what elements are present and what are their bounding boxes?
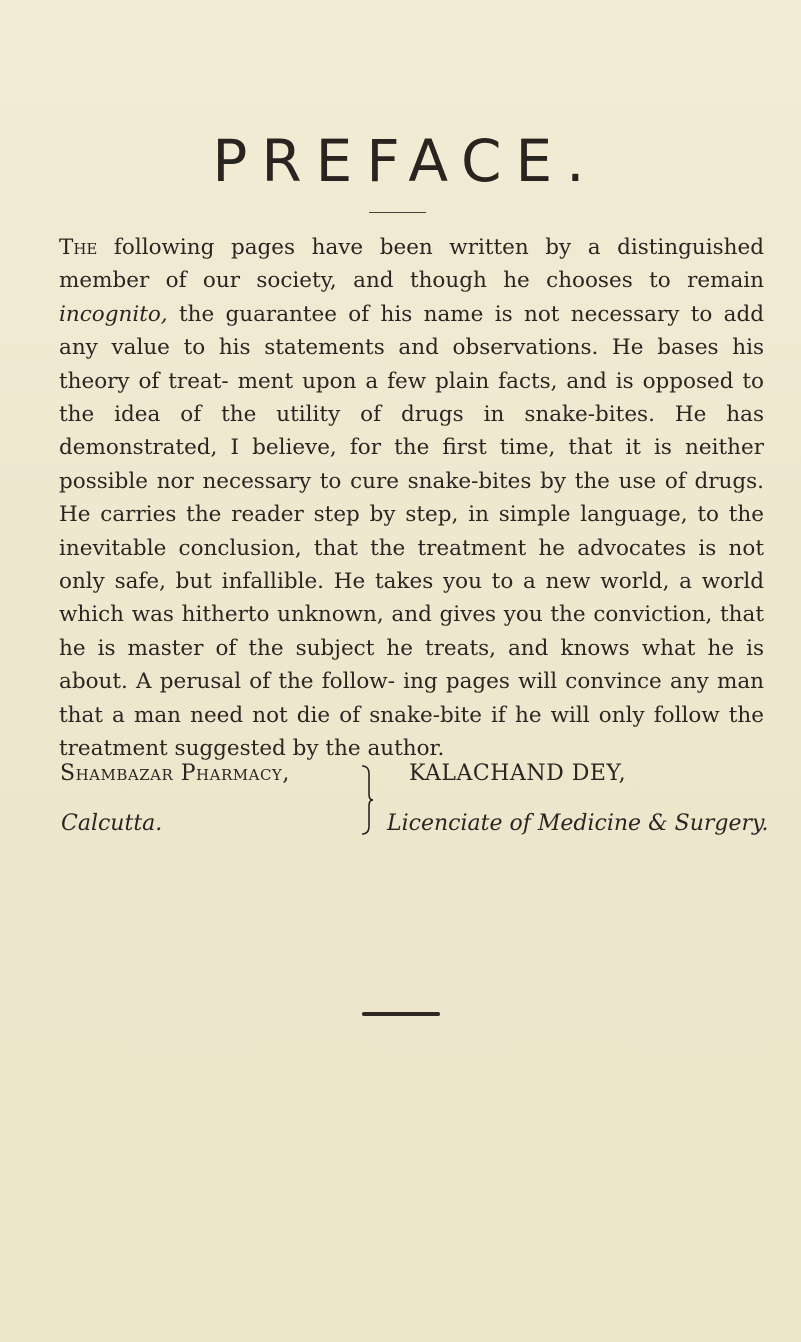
signature-name: KALACHAND DEY, — [409, 761, 627, 786]
page-title: PREFACE. — [212, 127, 599, 195]
paragraph-text-2: the guarantee of his name is not necessary to add any value to his statements and observations. He bases his theory of treat- ment upon a few plain facts, and is opposed to the idea of the utility of drugs in snake-bites. He has demonstrated, I believe, for the first time, that it is neither possible nor necessary to cure snake-bites by the use of drugs. He carries the reader step by step, in simple language, to the inevitable conclusion, that the treatment he advocates is not only safe, but infallible. He takes you to a new world, a world which was hitherto unknown, and gives you the conviction, that he is master of the subject he treats, and knows what he is about. A perusal of the follow- ing pages will convince any man that a man need not die of snake-bite if he will only follow the treatment suggested by the author. — [59, 301, 764, 762]
signature-place-line-1: Shambazar Pharmacy, — [60, 761, 290, 786]
preface-paragraph — [59, 231, 764, 766]
paragraph-lead-word: The — [59, 235, 98, 260]
paragraph-text-1: following pages have been written by a distinguished member of our society, and though he chooses to remain — [59, 235, 764, 294]
closing-ornament — [362, 1012, 440, 1016]
paragraph-italic-word: incognito, — [59, 301, 168, 327]
brace-icon — [360, 764, 374, 836]
signature-place-line-2: Calcutta. — [61, 811, 163, 836]
title-rule — [369, 212, 426, 213]
signature-credential: Licenciate of Medicine & Surgery. — [387, 811, 769, 836]
